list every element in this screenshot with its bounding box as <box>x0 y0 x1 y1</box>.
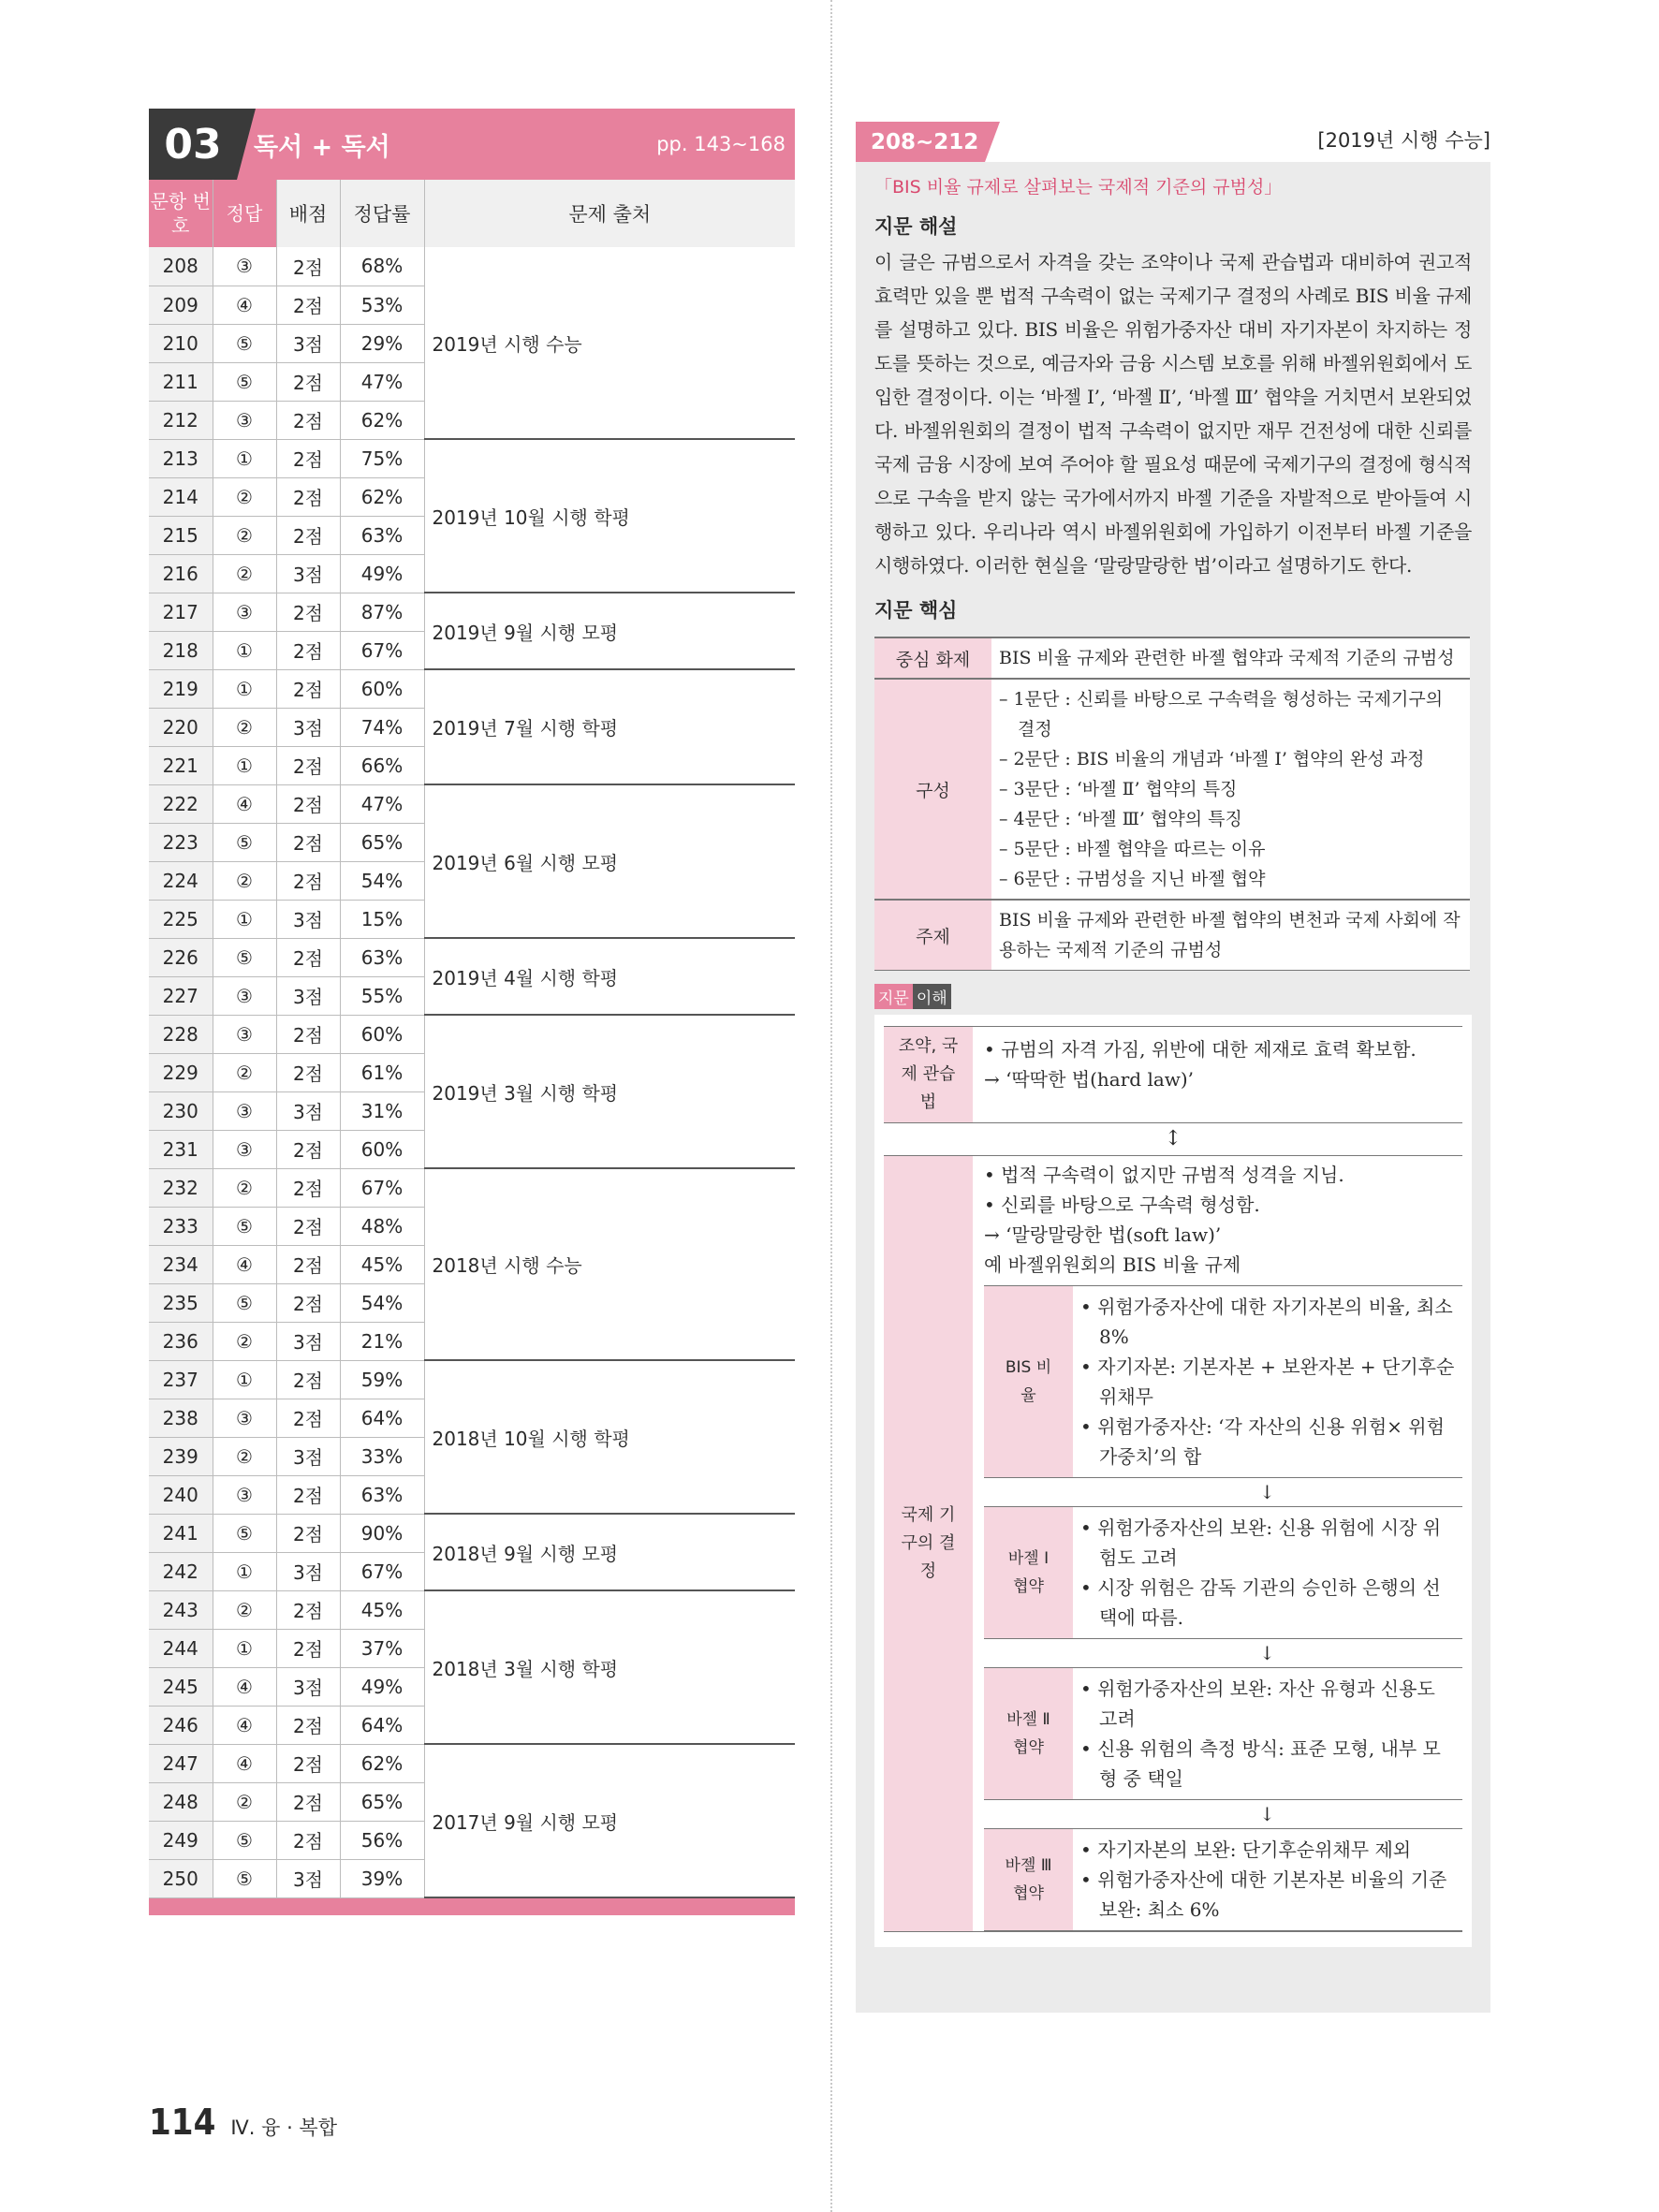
answer-cell: ② <box>213 1782 276 1821</box>
points-cell: 2점 <box>276 1130 340 1168</box>
understanding-diagram <box>874 1015 1472 1947</box>
structure-item: – 2문단 : BIS 비율의 개념과 ‘바젤 Ⅰ’ 협약의 완성 과정 <box>999 749 1425 769</box>
table-row <box>149 1168 795 1207</box>
question-number: 235 <box>149 1283 213 1322</box>
points-cell: 2점 <box>276 1360 340 1399</box>
rate-cell: 75% <box>340 439 424 477</box>
source-cell: 2019년 시행 수능 <box>424 247 795 439</box>
down-arrow-icon: ↓ <box>1259 1803 1275 1825</box>
source-cell: 2019년 7월 시행 학평 <box>424 669 795 784</box>
answer-cell: ⑤ <box>213 1207 276 1245</box>
points-cell: 3점 <box>276 976 340 1015</box>
source-cell: 2018년 시행 수능 <box>424 1168 795 1360</box>
structure-item: – 5문단 : 바젤 협약을 따르는 이유 <box>999 839 1266 859</box>
question-number: 211 <box>149 362 213 401</box>
rate-cell: 55% <box>340 976 424 1015</box>
center-divider <box>830 0 832 2212</box>
col-answer: 정답 <box>213 180 276 247</box>
question-number: 229 <box>149 1053 213 1091</box>
core-row-topic <box>874 637 1470 679</box>
question-number: 233 <box>149 1207 213 1245</box>
table-row <box>149 247 795 286</box>
table-row <box>149 439 795 477</box>
question-number: 217 <box>149 593 213 631</box>
rate-cell: 53% <box>340 286 424 324</box>
rate-cell: 45% <box>340 1590 424 1629</box>
rate-cell: 61% <box>340 1053 424 1091</box>
core-row-structure <box>874 679 1470 900</box>
down-arrow-icon: ↓ <box>1259 1642 1275 1664</box>
answer-cell: ③ <box>213 593 276 631</box>
question-number: 227 <box>149 976 213 1015</box>
sub-line: • 위험가중자산의 보완: 자산 유형과 신용도 고려 <box>1080 1677 1435 1730</box>
answer-cell: ② <box>213 861 276 900</box>
sub-line: • 시장 위험은 감독 기관의 승인하 은행의 선택에 따름. <box>1080 1576 1441 1629</box>
points-cell: 2점 <box>276 784 340 823</box>
points-cell: 2점 <box>276 1399 340 1437</box>
sub-line: • 위험가중자산의 보완: 신용 위험에 시장 위험도 고려 <box>1080 1516 1442 1569</box>
intl-line: 예 바젤위원회의 BIS 비율 규제 <box>984 1253 1241 1276</box>
answer-table-header <box>149 180 795 247</box>
intl-line: • 신뢰를 바탕으로 구속력 형성함. <box>984 1194 1260 1216</box>
sub-label: BIS 비율 <box>984 1286 1073 1477</box>
answer-cell: ⑤ <box>213 362 276 401</box>
points-cell: 2점 <box>276 823 340 861</box>
points-cell: 3점 <box>276 1859 340 1897</box>
question-number: 241 <box>149 1514 213 1552</box>
explanation-panel <box>856 162 1490 2013</box>
rate-cell: 60% <box>340 669 424 708</box>
question-number: 223 <box>149 823 213 861</box>
core-structure <box>991 679 1470 900</box>
structure-item: – 6문단 : 규범성을 지닌 바젤 협약 <box>999 869 1266 889</box>
question-range-tag: 208~212 <box>856 122 985 162</box>
rate-cell: 62% <box>340 477 424 516</box>
rate-cell: 47% <box>340 784 424 823</box>
commentary-text: 이 글은 규범으로서 자격을 갖는 조약이나 국제 관습법과 대비하여 권고적 효력만 있을 뿐 법적 구속력이 없는 국제기구 결정의 사례로 BIS 비율 규제를 설명하고 있다. BIS 비율은 위험가중자산 대비 자기자본이 차지하는 정도를 뜻하는 것으로, 예금자와 금융 시스템 보호를 위해 바젤위원회에서 도입한 결정이다. 이는 ‘바젤 Ⅰ’, ‘바젤 Ⅱ’, ‘바젤 Ⅲ’ 협약을 거치면서 보완되었다. 바젤위원회의 결정이 법적 구속력이 없지만 재무 건전성에 대한 신뢰를 국제 금융 시장에 보여 주어야 할 필요성 때문에 국제기구의 결정에 형식적으로 구속을 받지 않는 국가에서까지 바젤 기준을 자발적으로 받아들여 시행하고 있다. 우리나라 역시 바젤위원회에 가입하기 이전부터 바젤 기준을 시행하였다. 이러한 현실을 ‘말랑말랑한 법’이라고 설명하기도 한다. <box>874 251 1472 577</box>
points-cell: 3점 <box>276 324 340 362</box>
answer-table-body <box>149 247 795 1897</box>
points-cell: 2점 <box>276 362 340 401</box>
intl-content <box>973 1156 1462 1931</box>
points-cell: 2점 <box>276 1514 340 1552</box>
question-number: 234 <box>149 1245 213 1283</box>
question-number: 214 <box>149 477 213 516</box>
rate-cell: 31% <box>340 1091 424 1130</box>
question-number: 215 <box>149 516 213 554</box>
points-cell: 2점 <box>276 516 340 554</box>
table-row <box>149 938 795 976</box>
question-source: [2019년 시행 수능] <box>1317 129 1490 152</box>
rate-cell: 47% <box>340 362 424 401</box>
page-number: 114 <box>149 2102 216 2143</box>
question-number: 244 <box>149 1629 213 1667</box>
points-cell: 2점 <box>276 861 340 900</box>
page-footer <box>149 2102 337 2143</box>
rate-cell: 21% <box>340 1322 424 1360</box>
answer-cell: ⑤ <box>213 1821 276 1859</box>
rate-cell: 65% <box>340 823 424 861</box>
source-cell: 2018년 9월 시행 모평 <box>424 1514 795 1590</box>
points-cell: 3점 <box>276 1552 340 1590</box>
answer-cell: ② <box>213 1590 276 1629</box>
rate-cell: 63% <box>340 938 424 976</box>
intl-text <box>978 1160 1462 1280</box>
rate-cell: 29% <box>340 324 424 362</box>
question-number: 225 <box>149 900 213 938</box>
question-number: 232 <box>149 1168 213 1207</box>
sub-line: • 자기자본의 보완: 단기후순위채무 제외 <box>1080 1838 1412 1861</box>
table-footer-bar <box>149 1898 795 1915</box>
intl-row <box>884 1155 1462 1932</box>
core-theme: BIS 비율 규제와 관련한 바젤 협약의 변천과 국제 사회에 작용하는 국제적 기준의 규범성 <box>991 900 1470 971</box>
source-cell: 2019년 10월 시행 학평 <box>424 439 795 593</box>
points-cell: 2점 <box>276 631 340 669</box>
structure-item: – 3문단 : ‘바젤 Ⅱ’ 협약의 특징 <box>999 779 1238 799</box>
answer-cell: ⑤ <box>213 1283 276 1322</box>
rate-cell: 66% <box>340 746 424 784</box>
rate-cell: 49% <box>340 554 424 593</box>
answer-cell: ① <box>213 669 276 708</box>
answer-cell: ③ <box>213 1475 276 1514</box>
section-header <box>149 109 795 180</box>
points-cell: 2점 <box>276 938 340 976</box>
question-number: 208 <box>149 247 213 286</box>
points-cell: 2점 <box>276 1629 340 1667</box>
rate-cell: 67% <box>340 1552 424 1590</box>
structure-item: – 1문단 : 신뢰를 바탕으로 구속력을 형성하는 국제기구의 결정 <box>999 689 1444 740</box>
points-cell: 3점 <box>276 1091 340 1130</box>
answer-cell: ② <box>213 1322 276 1360</box>
points-cell: 2점 <box>276 593 340 631</box>
question-number: 222 <box>149 784 213 823</box>
question-number: 249 <box>149 1821 213 1859</box>
treaty-text <box>973 1027 1462 1122</box>
answer-cell: ④ <box>213 1245 276 1283</box>
points-cell: 2점 <box>276 1207 340 1245</box>
answer-cell: ⑤ <box>213 324 276 362</box>
rate-cell: 90% <box>340 1514 424 1552</box>
answer-cell: ① <box>213 631 276 669</box>
answer-cell: ③ <box>213 1399 276 1437</box>
rate-cell: 64% <box>340 1399 424 1437</box>
commentary-heading: 지문 해설 <box>874 215 958 238</box>
question-number: 209 <box>149 286 213 324</box>
question-number: 210 <box>149 324 213 362</box>
sub-text <box>1073 1668 1462 1799</box>
sub-row-bis <box>984 1285 1462 1478</box>
question-number: 242 <box>149 1552 213 1590</box>
question-number: 224 <box>149 861 213 900</box>
points-cell: 2점 <box>276 1245 340 1283</box>
col-no: 문항 번호 <box>149 180 213 247</box>
question-number: 216 <box>149 554 213 593</box>
source-cell: 2018년 10월 시행 학평 <box>424 1360 795 1514</box>
updown-arrow-icon: ↕ <box>1164 1127 1182 1150</box>
source-cell: 2019년 6월 시행 모평 <box>424 784 795 938</box>
question-number: 219 <box>149 669 213 708</box>
points-cell: 3점 <box>276 1667 340 1706</box>
answer-cell: ② <box>213 516 276 554</box>
col-points: 배점 <box>276 180 340 247</box>
core-heading: 지문 핵심 <box>874 599 958 622</box>
answer-cell: ① <box>213 1552 276 1590</box>
question-number: 226 <box>149 938 213 976</box>
rate-cell: 39% <box>340 1859 424 1897</box>
question-number: 250 <box>149 1859 213 1897</box>
rate-cell: 49% <box>340 1667 424 1706</box>
sub-row-basel1 <box>984 1506 1462 1639</box>
question-number: 245 <box>149 1667 213 1706</box>
question-number: 243 <box>149 1590 213 1629</box>
question-number: 228 <box>149 1015 213 1053</box>
answer-cell: ② <box>213 708 276 746</box>
answer-cell: ② <box>213 1437 276 1475</box>
sub-row-basel3 <box>984 1828 1462 1931</box>
section-title: 독서 + 독서 <box>254 132 390 162</box>
points-cell: 3점 <box>276 1437 340 1475</box>
question-number: 238 <box>149 1399 213 1437</box>
understanding-tag <box>874 984 951 1009</box>
points-cell: 2점 <box>276 1283 340 1322</box>
intl-label: 국제 기구의 결정 <box>884 1156 973 1931</box>
treaty-line: → ‘딱딱한 법(hard law)’ <box>984 1068 1195 1091</box>
table-row <box>149 784 795 823</box>
answer-cell: ① <box>213 746 276 784</box>
sub-label: 바젤 Ⅰ 협약 <box>984 1507 1073 1638</box>
points-cell: 3점 <box>276 1322 340 1360</box>
answer-cell: ⑤ <box>213 938 276 976</box>
question-number: 230 <box>149 1091 213 1130</box>
rate-cell: 87% <box>340 593 424 631</box>
rate-cell: 15% <box>340 900 424 938</box>
points-cell: 2점 <box>276 439 340 477</box>
question-number: 237 <box>149 1360 213 1399</box>
question-number: 240 <box>149 1475 213 1514</box>
core-topic-label: 중심 화제 <box>874 637 991 679</box>
core-topic: BIS 비율 규제와 관련한 바젤 협약과 국제적 기준의 규범성 <box>991 637 1470 679</box>
points-cell: 2점 <box>276 1590 340 1629</box>
source-cell: 2019년 9월 시행 모평 <box>424 593 795 669</box>
table-row <box>149 1015 795 1053</box>
rate-cell: 63% <box>340 1475 424 1514</box>
rate-cell: 33% <box>340 1437 424 1475</box>
treaty-label: 조약, 국제 관습법 <box>884 1027 973 1122</box>
rate-cell: 64% <box>340 1706 424 1744</box>
answer-cell: ④ <box>213 1706 276 1744</box>
sub-line: • 위험가중자산: ‘각 자산의 신용 위험× 위험 가중치’의 합 <box>1080 1415 1445 1468</box>
source-cell: 2018년 3월 시행 학평 <box>424 1590 795 1744</box>
answer-cell: ① <box>213 1360 276 1399</box>
chapter-label: Ⅳ. 융 · 복합 <box>230 2117 337 2139</box>
answer-cell: ④ <box>213 286 276 324</box>
treaty-row <box>884 1026 1462 1123</box>
question-number: 246 <box>149 1706 213 1744</box>
question-number: 247 <box>149 1744 213 1782</box>
sub-line: • 위험가중자산에 대한 자기자본의 비율, 최소 8% <box>1080 1296 1453 1348</box>
sub-label: 바젤 Ⅲ 협약 <box>984 1829 1073 1930</box>
sub-line: • 신용 위험의 측정 방식: 표준 모형, 내부 모형 중 택일 <box>1080 1737 1441 1790</box>
rate-cell: 60% <box>340 1130 424 1168</box>
answer-section <box>149 109 795 1915</box>
understanding-section <box>874 984 1472 1947</box>
answer-cell: ④ <box>213 1667 276 1706</box>
rate-cell: 74% <box>340 708 424 746</box>
table-row <box>149 1744 795 1782</box>
sub-label: 바젤 Ⅱ 협약 <box>984 1668 1073 1799</box>
rate-cell: 62% <box>340 401 424 439</box>
structure-item: – 4문단 : ‘바젤 Ⅲ’ 협약의 특징 <box>999 809 1242 829</box>
rate-cell: 54% <box>340 1283 424 1322</box>
points-cell: 2점 <box>276 746 340 784</box>
answer-cell: ③ <box>213 1130 276 1168</box>
question-number: 236 <box>149 1322 213 1360</box>
rate-cell: 60% <box>340 1015 424 1053</box>
section-number: 03 <box>149 109 237 180</box>
answer-cell: ④ <box>213 784 276 823</box>
question-number: 213 <box>149 439 213 477</box>
answer-cell: ③ <box>213 1091 276 1130</box>
answer-cell: ③ <box>213 1015 276 1053</box>
answer-cell: ⑤ <box>213 1514 276 1552</box>
section-pages: pp. 143~168 <box>656 133 785 155</box>
table-row <box>149 1590 795 1629</box>
points-cell: 2점 <box>276 1821 340 1859</box>
core-row-theme <box>874 900 1470 971</box>
points-cell: 2점 <box>276 1706 340 1744</box>
answer-cell: ① <box>213 900 276 938</box>
points-cell: 2점 <box>276 477 340 516</box>
points-cell: 2점 <box>276 1782 340 1821</box>
rate-cell: 65% <box>340 1782 424 1821</box>
points-cell: 2점 <box>276 1015 340 1053</box>
question-number: 212 <box>149 401 213 439</box>
answer-cell: ② <box>213 1053 276 1091</box>
sub-row-basel2 <box>984 1667 1462 1800</box>
rate-cell: 63% <box>340 516 424 554</box>
points-cell: 2점 <box>276 1475 340 1514</box>
source-cell: 2017년 9월 시행 모평 <box>424 1744 795 1897</box>
points-cell: 3점 <box>276 708 340 746</box>
points-cell: 2점 <box>276 1053 340 1091</box>
answer-cell: ⑤ <box>213 1859 276 1897</box>
source-cell: 2019년 3월 시행 학평 <box>424 1015 795 1168</box>
answer-cell: ② <box>213 1168 276 1207</box>
rate-cell: 56% <box>340 1821 424 1859</box>
intl-line: • 법적 구속력이 없지만 규범적 성격을 지님. <box>984 1164 1344 1186</box>
rate-cell: 68% <box>340 247 424 286</box>
question-number: 221 <box>149 746 213 784</box>
answer-cell: ③ <box>213 976 276 1015</box>
rate-cell: 67% <box>340 1168 424 1207</box>
core-table <box>874 637 1470 971</box>
sub-line: • 위험가중자산에 대한 기본자본 비율의 기준 보완: 최소 6% <box>1080 1868 1447 1921</box>
core-theme-label: 주제 <box>874 900 991 971</box>
points-cell: 2점 <box>276 247 340 286</box>
col-source: 문제 출처 <box>424 180 795 247</box>
table-row <box>149 1360 795 1399</box>
answer-cell: ② <box>213 477 276 516</box>
table-row <box>149 593 795 631</box>
core-structure-label: 구성 <box>874 679 991 900</box>
rate-cell: 48% <box>340 1207 424 1245</box>
down-arrow-icon: ↓ <box>1259 1481 1275 1503</box>
sub-text <box>1073 1286 1462 1477</box>
answer-cell: ③ <box>213 401 276 439</box>
rate-cell: 62% <box>340 1744 424 1782</box>
rate-cell: 54% <box>340 861 424 900</box>
question-number: 220 <box>149 708 213 746</box>
col-rate: 정답률 <box>340 180 424 247</box>
points-cell: 2점 <box>276 669 340 708</box>
rate-cell: 59% <box>340 1360 424 1399</box>
sub-text <box>1073 1507 1462 1638</box>
points-cell: 2점 <box>276 1744 340 1782</box>
answer-cell: ② <box>213 554 276 593</box>
points-cell: 2점 <box>276 286 340 324</box>
rate-cell: 37% <box>340 1629 424 1667</box>
question-number: 248 <box>149 1782 213 1821</box>
rate-cell: 67% <box>340 631 424 669</box>
rate-cell: 45% <box>340 1245 424 1283</box>
table-row <box>149 669 795 708</box>
treaty-line: • 규범의 자격 가짐, 위반에 대한 제재로 효력 확보함. <box>984 1038 1417 1061</box>
passage-subtitle: 「BIS 비율 규제로 살펴보는 국제적 기준의 규범성」 <box>874 177 1283 198</box>
answer-cell: ③ <box>213 247 276 286</box>
question-number: 218 <box>149 631 213 669</box>
answer-cell: ⑤ <box>213 823 276 861</box>
understanding-tag-b: 이해 <box>913 984 951 1009</box>
sub-line: • 자기자본: 기본자본 + 보완자본 + 단기후순위채무 <box>1080 1355 1455 1408</box>
answer-cell: ④ <box>213 1744 276 1782</box>
question-number: 239 <box>149 1437 213 1475</box>
understanding-tag-a: 지문 <box>874 984 913 1009</box>
intl-line: → ‘말랑말랑한 법(soft law)’ <box>984 1223 1222 1246</box>
answer-table <box>149 180 795 1898</box>
sub-text <box>1073 1829 1462 1930</box>
answer-cell: ① <box>213 1629 276 1667</box>
table-row <box>149 1514 795 1552</box>
points-cell: 3점 <box>276 900 340 938</box>
points-cell: 2점 <box>276 401 340 439</box>
points-cell: 3점 <box>276 554 340 593</box>
question-number: 231 <box>149 1130 213 1168</box>
answer-cell: ① <box>213 439 276 477</box>
points-cell: 2점 <box>276 1168 340 1207</box>
source-cell: 2019년 4월 시행 학평 <box>424 938 795 1015</box>
